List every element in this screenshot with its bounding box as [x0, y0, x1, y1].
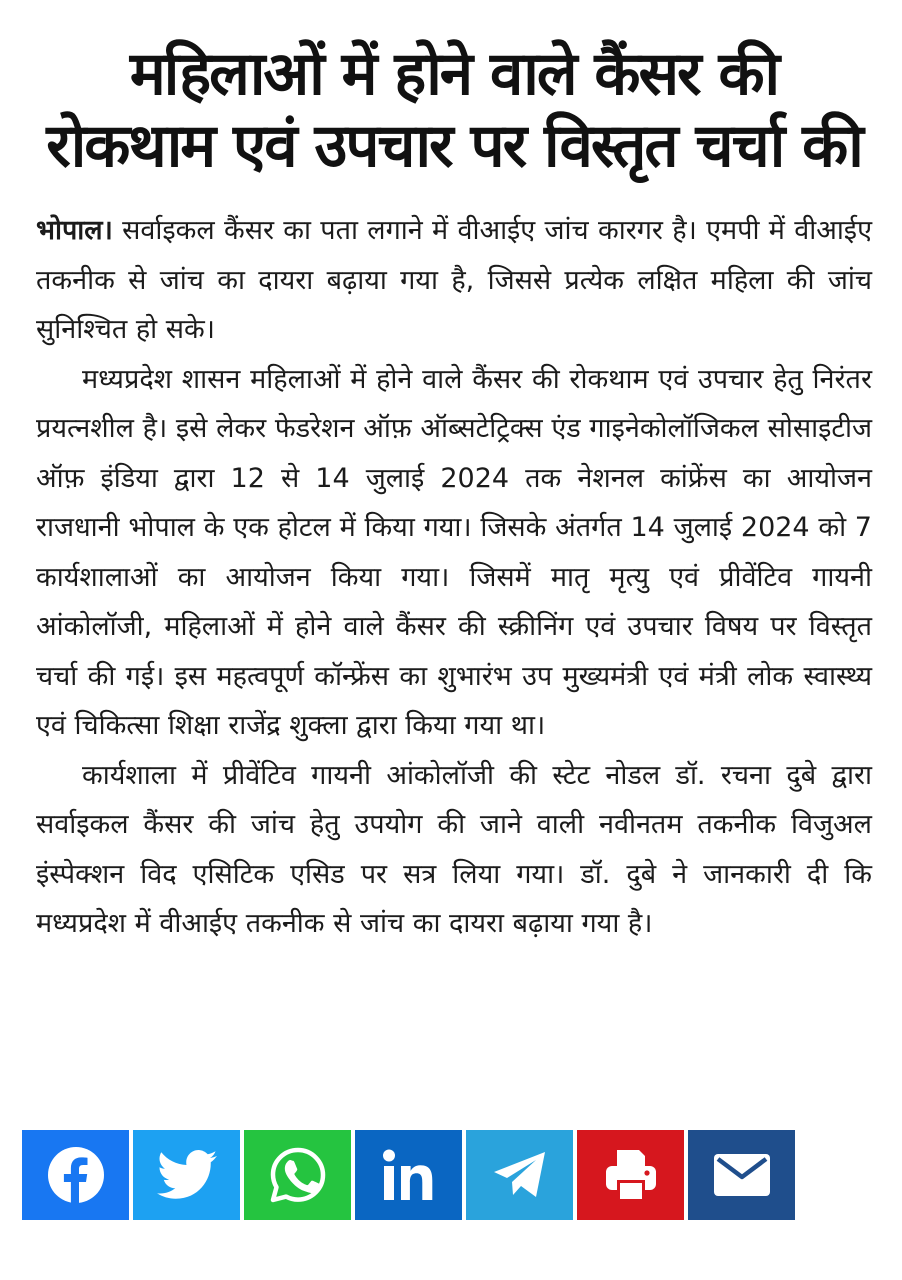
email-icon	[712, 1152, 772, 1198]
whatsapp-share-button[interactable]	[244, 1130, 351, 1220]
telegram-icon	[491, 1150, 549, 1200]
headline-line-2: रोकथाम एवं उपचार पर विस्तृत चर्चा की	[46, 111, 862, 181]
print-share-button[interactable]	[577, 1130, 684, 1220]
print-icon	[603, 1147, 659, 1203]
article-body	[36, 206, 872, 949]
facebook-share-button[interactable]	[22, 1130, 129, 1220]
telegram-share-button[interactable]	[466, 1130, 573, 1220]
facebook-icon	[47, 1146, 105, 1204]
whatsapp-icon	[269, 1146, 327, 1204]
article	[36, 38, 872, 949]
twitter-share-button[interactable]	[133, 1130, 240, 1220]
headline-line-1: महिलाओं में होने वाले कैंसर की	[129, 39, 779, 109]
paragraph-1-text: सर्वाइकल कैंसर का पता लगाने में वीआईए जांच कारगर है। एमपी में वीआईए तकनीक से जांच का दायरा बढ़ाया गया है, जिससे प्रत्येक लक्षित महिला की जांच सुनिश्चित हो सके।	[36, 215, 872, 345]
headline	[36, 38, 872, 182]
linkedin-share-button[interactable]	[355, 1130, 462, 1220]
paragraph-2: मध्यप्रदेश शासन महिलाओं में होने वाले कैंसर की रोकथाम एवं उपचार हेतु निरंतर प्रयत्नशील है। इसे लेकर फेडरेशन ऑफ़ ऑब्सटेट्रिक्स एंड गाइनेकोलॉजिकल सोसाइटीज ऑफ़ इंडिया द्वारा 12 से 14 जुलाई 2024 तक नेशनल कांफ्रेंस का आयोजन राजधानी भोपाल के एक होटल में किया गया। जिसके अंतर्गत 14 जुलाई 2024 को 7 कार्यशालाओं का आयोजन किया गया। जिसमें मातृ मृत्यु एवं प्रीवेंटिव गायनी आंकोलॉजी, महिलाओं में होने वाले कैंसर की स्क्रीनिंग एवं उपचार विषय पर विस्तृत चर्चा की गई। इस महत्वपूर्ण कॉन्फ्रेंस का शुभारंभ उप मुख्यमंत्री एवं मंत्री लोक स्वास्थ्य एवं चिकित्सा शिक्षा राजेंद्र शुक्ला द्वारा किया गया था।	[36, 363, 872, 741]
dateline: भोपाल।	[36, 215, 113, 246]
paragraph-1	[36, 206, 872, 355]
paragraph-3: कार्यशाला में प्रीवेंटिव गायनी आंकोलॉजी की स्टेट नोडल डॉ. रचना दुबे द्वारा सर्वाइकल कैंसर की जांच हेतु उपयोग की जाने वाली नवीनतम तकनीक विजुअल इंस्पेक्शन विद एसिटिक एसिड पर सत्र लिया गया। डॉ. दुबे ने जानकारी दी कि मध्यप्रदेश में वीआईए तकनीक से जांच का दायरा बढ़ाया गया है।	[36, 759, 872, 939]
twitter-icon	[157, 1150, 217, 1200]
email-share-button[interactable]	[688, 1130, 795, 1220]
linkedin-icon	[382, 1148, 436, 1202]
share-bar	[22, 1130, 795, 1220]
